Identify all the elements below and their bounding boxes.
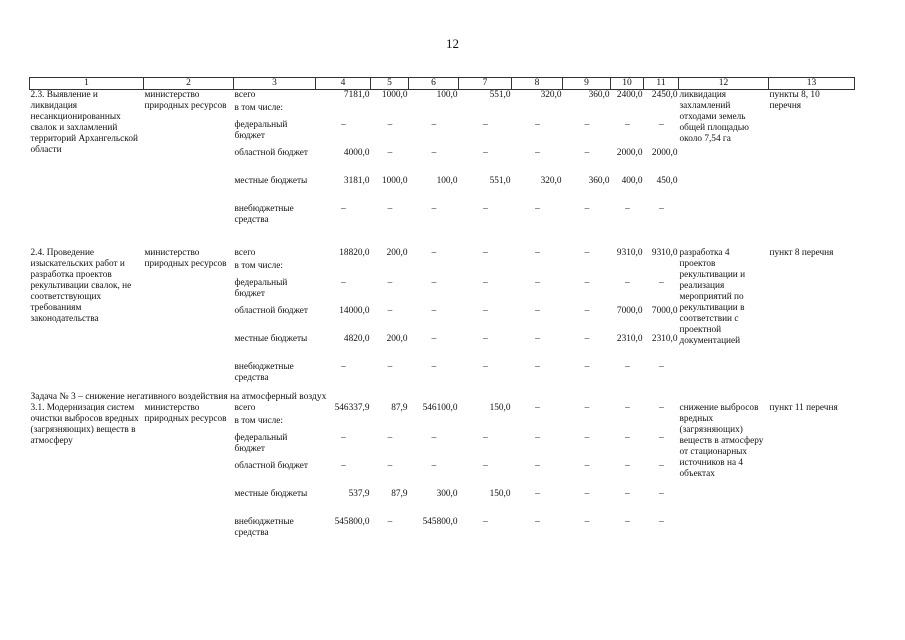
funding-value: – xyxy=(431,432,437,443)
funding-value: 150,0 xyxy=(489,402,511,413)
funding-value: – xyxy=(535,460,540,471)
funding-source-label: внебюджетные средства xyxy=(234,516,294,538)
funding-value: 7181,0 xyxy=(343,90,370,100)
measure-name: 2.3. Выявление и ликвидация несанкционированных свалок и захламлений территорий Архангельской области xyxy=(30,90,138,155)
column-header: 4 xyxy=(316,78,371,90)
column-header: 12 xyxy=(679,78,769,90)
funding-value: – xyxy=(535,203,540,214)
funding-value: – xyxy=(584,488,590,499)
funding-value: – xyxy=(659,432,664,443)
funding-value: 320,0 xyxy=(540,175,562,186)
funding-value xyxy=(611,261,644,278)
funding-value: – xyxy=(535,277,540,288)
funding-value: 3181,0 xyxy=(343,175,370,186)
funding-source-label: федеральный бюджет xyxy=(234,277,288,299)
funding-value: 360,0 xyxy=(588,175,610,186)
funding-value: – xyxy=(584,402,590,413)
funding-value: 100,0 xyxy=(436,90,458,100)
funding-value: 400,0 xyxy=(621,175,643,186)
funding-value: – xyxy=(584,516,590,527)
expected-result: разработка 4 проектов рекультивации и реализация мероприятий по рекультивации в соответствии с проектной документацией xyxy=(679,247,746,346)
funding-source-label: всего xyxy=(234,247,256,258)
funding-value: 7000,0 xyxy=(651,305,678,316)
funding-value: – xyxy=(431,277,437,288)
funding-value: – xyxy=(341,432,346,443)
funding-value: – xyxy=(659,516,664,527)
funding-value xyxy=(512,103,563,120)
funding-value xyxy=(409,261,459,278)
column-header: 13 xyxy=(769,78,855,90)
funding-value: – xyxy=(483,247,488,258)
funding-value: 9310,0 xyxy=(651,247,678,258)
funding-value: 450,0 xyxy=(656,175,678,186)
table-row xyxy=(30,248,855,261)
funding-value: – xyxy=(584,247,590,258)
funding-value: 360,0 xyxy=(588,90,610,100)
indicator-reference: пункт 11 перечня xyxy=(769,402,838,413)
funding-value: 546337,9 xyxy=(334,402,370,413)
funding-value xyxy=(563,261,611,278)
funding-value: – xyxy=(584,147,590,158)
measure-executor: министерство природных ресурсов xyxy=(144,90,227,111)
column-header: 8 xyxy=(512,78,563,90)
funding-value: – xyxy=(625,432,630,443)
funding-value: – xyxy=(584,361,590,372)
funding-value xyxy=(459,261,512,278)
funding-value: 14000,0 xyxy=(339,305,370,316)
funding-value: – xyxy=(659,361,664,372)
funding-value: 200,0 xyxy=(386,333,408,344)
funding-value: – xyxy=(483,277,488,288)
funding-value: – xyxy=(341,203,346,214)
funding-value xyxy=(409,103,459,120)
funding-value: 545800,0 xyxy=(422,516,458,527)
column-number-row xyxy=(30,78,855,90)
funding-value: 100,0 xyxy=(436,175,458,186)
funding-value: – xyxy=(659,119,664,130)
funding-value: 2400,0 xyxy=(616,90,643,100)
funding-source-label: местные бюджеты xyxy=(234,175,308,186)
task-heading-row xyxy=(30,392,855,403)
funding-value xyxy=(409,416,459,433)
funding-value: – xyxy=(483,333,488,344)
funding-value: 2310,0 xyxy=(616,333,643,344)
funding-value xyxy=(644,416,679,433)
funding-value: 2000,0 xyxy=(651,147,678,158)
funding-value: – xyxy=(535,333,540,344)
funding-value: – xyxy=(341,460,346,471)
funding-value: 551,0 xyxy=(489,175,511,186)
funding-value: 7000,0 xyxy=(616,305,643,316)
funding-value xyxy=(563,103,611,120)
measure-executor: министерство природных ресурсов xyxy=(144,402,227,424)
funding-value: 320,0 xyxy=(540,90,562,100)
funding-value xyxy=(644,261,679,278)
funding-value: 2450,0 xyxy=(651,90,678,100)
funding-value: – xyxy=(483,203,488,214)
funding-value: – xyxy=(625,361,630,372)
indicator-reference: пункты 8, 10 перечня xyxy=(769,90,820,111)
funding-value: – xyxy=(387,119,393,130)
funding-value xyxy=(371,261,409,278)
funding-value: – xyxy=(535,488,540,499)
funding-value: – xyxy=(431,247,437,258)
funding-value: 87,9 xyxy=(391,488,408,499)
funding-source-label: в том числе: xyxy=(234,260,283,271)
funding-value: – xyxy=(659,402,664,413)
funding-value: – xyxy=(584,432,590,443)
funding-value xyxy=(512,261,563,278)
column-header: 9 xyxy=(563,78,611,90)
funding-value: – xyxy=(659,460,664,471)
indicator-reference: пункт 8 перечня xyxy=(769,247,834,258)
funding-value xyxy=(459,103,512,120)
column-header: 1 xyxy=(30,78,144,90)
measure-executor: министерство природных ресурсов xyxy=(144,247,227,269)
funding-value: – xyxy=(625,516,630,527)
funding-source-label: областной бюджет xyxy=(234,305,308,316)
funding-value: – xyxy=(431,305,437,316)
program-table xyxy=(29,77,855,547)
funding-value: – xyxy=(625,203,630,214)
funding-value: 2000,0 xyxy=(616,147,643,158)
funding-value: – xyxy=(659,203,664,214)
funding-value: – xyxy=(584,333,590,344)
funding-value: 1000,0 xyxy=(381,175,408,186)
funding-source-label: в том числе: xyxy=(234,415,283,426)
funding-value xyxy=(611,416,644,433)
funding-value: – xyxy=(625,402,630,413)
funding-value: – xyxy=(584,305,590,316)
funding-value: 546100,0 xyxy=(422,402,458,413)
funding-value: 150,0 xyxy=(489,488,511,499)
funding-source-label: областной бюджет xyxy=(234,460,308,471)
funding-value: – xyxy=(483,361,488,372)
funding-value: – xyxy=(584,460,590,471)
funding-source-label: федеральный бюджет xyxy=(234,119,288,141)
funding-value: – xyxy=(535,516,540,527)
funding-source-label: местные бюджеты xyxy=(234,333,308,344)
funding-value: – xyxy=(341,119,346,130)
funding-value: 300,0 xyxy=(436,488,458,499)
funding-source-label: областной бюджет xyxy=(234,147,308,158)
table-row xyxy=(30,90,855,103)
funding-value: – xyxy=(387,516,393,527)
funding-source-label: всего xyxy=(234,90,256,100)
funding-value: 4820,0 xyxy=(343,333,370,344)
funding-value: – xyxy=(387,305,393,316)
funding-value: – xyxy=(625,460,630,471)
funding-value xyxy=(563,416,611,433)
funding-value: – xyxy=(483,119,488,130)
funding-value: – xyxy=(387,432,393,443)
funding-value: – xyxy=(483,460,488,471)
funding-value: 87,9 xyxy=(391,402,408,413)
funding-value: – xyxy=(659,277,664,288)
funding-value: 4000,0 xyxy=(343,147,370,158)
funding-value: – xyxy=(535,305,540,316)
funding-value xyxy=(316,416,371,433)
funding-value: 545800,0 xyxy=(334,516,370,527)
table-body xyxy=(30,90,855,547)
funding-value: – xyxy=(387,147,393,158)
column-header: 10 xyxy=(611,78,644,90)
funding-value: 9310,0 xyxy=(616,247,643,258)
funding-value xyxy=(611,103,644,120)
funding-value: – xyxy=(431,147,437,158)
funding-source-label: в том числе: xyxy=(234,102,283,113)
funding-source-label: федеральный бюджет xyxy=(234,432,288,454)
block-spacer xyxy=(30,234,855,248)
funding-value: 551,0 xyxy=(489,90,511,100)
table-row xyxy=(30,403,855,416)
task-heading: Задача № 3 – снижение негативного воздействия на атмосферный воздух xyxy=(30,391,327,402)
funding-value: – xyxy=(535,247,540,258)
funding-value xyxy=(316,103,371,120)
column-header: 2 xyxy=(144,78,234,90)
funding-value: – xyxy=(431,361,437,372)
column-header: 11 xyxy=(644,78,679,90)
funding-source-label: внебюджетные средства xyxy=(234,203,294,225)
measure-name: 3.1. Модернизация систем очистки выбросов вредных (загрязняющих) веществ в атмосферу xyxy=(30,402,139,446)
funding-value: – xyxy=(387,361,393,372)
funding-value: – xyxy=(535,432,540,443)
funding-value: – xyxy=(387,277,393,288)
funding-value: – xyxy=(535,119,540,130)
column-header: 6 xyxy=(409,78,459,90)
funding-value: – xyxy=(483,305,488,316)
funding-value: – xyxy=(535,402,540,413)
expected-result: ликвидация захламлений отходами земель общей площадью около 7,54 га xyxy=(679,90,749,144)
column-header: 7 xyxy=(459,78,512,90)
funding-value: – xyxy=(387,203,393,214)
funding-value: – xyxy=(535,147,540,158)
funding-value xyxy=(371,103,409,120)
funding-value: – xyxy=(483,516,488,527)
funding-value: – xyxy=(483,432,488,443)
funding-value: 2310,0 xyxy=(651,333,678,344)
funding-value: – xyxy=(659,488,664,499)
expected-result: снижение выбросов вредных (загрязняющих) веществ в атмосферу от стационарных источников на 4 объектах xyxy=(679,402,764,479)
funding-value xyxy=(512,416,563,433)
funding-value: – xyxy=(341,361,346,372)
funding-value xyxy=(644,103,679,120)
funding-value: – xyxy=(431,119,437,130)
funding-value: – xyxy=(625,488,630,499)
funding-value: 1000,0 xyxy=(381,90,408,100)
funding-value: – xyxy=(431,203,437,214)
funding-value: – xyxy=(431,460,437,471)
funding-source-label: местные бюджеты xyxy=(234,488,308,499)
column-header: 3 xyxy=(234,78,316,90)
funding-value xyxy=(459,416,512,433)
measure-name: 2.4. Проведение изыскательских работ и разработка проектов рекультивации свалок, не соответствующих требованиям законодательства xyxy=(30,247,132,324)
funding-value: – xyxy=(584,203,590,214)
funding-value: – xyxy=(341,277,346,288)
funding-value: 537,9 xyxy=(348,488,370,499)
funding-value: – xyxy=(584,119,590,130)
funding-source-label: внебюджетные средства xyxy=(234,361,294,383)
funding-value: 200,0 xyxy=(386,247,408,258)
funding-source-label: всего xyxy=(234,402,256,413)
funding-value: 18820,0 xyxy=(339,247,370,258)
funding-value xyxy=(371,416,409,433)
funding-value: – xyxy=(535,361,540,372)
funding-value: – xyxy=(625,277,630,288)
funding-value: – xyxy=(387,460,393,471)
funding-value: – xyxy=(431,333,437,344)
funding-value: – xyxy=(483,147,488,158)
funding-value: – xyxy=(625,119,630,130)
column-header: 5 xyxy=(371,78,409,90)
funding-value xyxy=(316,261,371,278)
page-number: 12 xyxy=(446,36,459,51)
funding-value: – xyxy=(584,277,590,288)
